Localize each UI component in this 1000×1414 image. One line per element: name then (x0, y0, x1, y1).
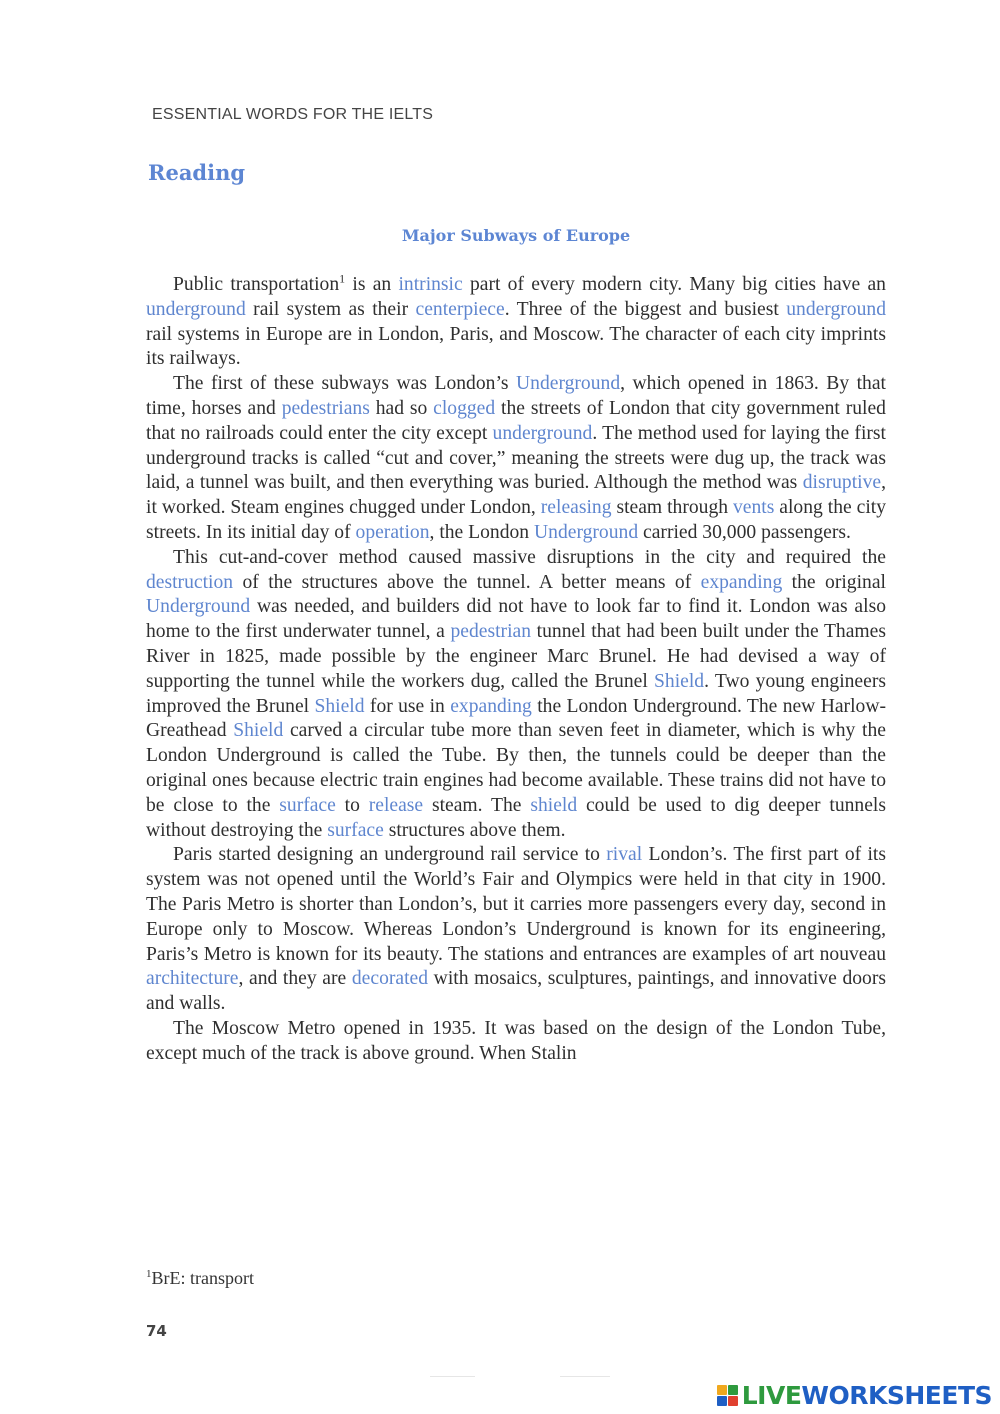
body-text: along the city streets. In its initial day of (146, 497, 887, 543)
body-text: steam. The (423, 794, 531, 816)
section-title: Reading (148, 160, 246, 185)
vocabulary-word: Underground (146, 596, 251, 618)
vocabulary-word: intrinsic (398, 274, 463, 295)
body-text: carried 30,000 passengers. (638, 521, 851, 543)
footnote-marker: 1 (146, 1268, 152, 1280)
page-number: 74 (146, 1322, 167, 1340)
body-text: part of every modern city. Many big cities have an (462, 274, 886, 295)
vocabulary-word: underground (786, 298, 886, 320)
body-text: was needed, and builders did not have to look far to find it. London was also home to the first underwater tunnel, a (146, 596, 886, 643)
vocabulary-word: expanding (700, 571, 783, 593)
body-text: , the London (429, 521, 534, 543)
vocabulary-word: architecture (146, 968, 239, 990)
brand-suffix: WORKSHEETS (801, 1380, 992, 1410)
vocabulary-word: vents (732, 497, 775, 519)
vocabulary-word: shield (530, 794, 578, 816)
body-text: the original (782, 571, 886, 593)
vocabulary-word: centerpiece (415, 298, 505, 320)
body-text: of the structures above the tunnel. A better means of (233, 571, 701, 593)
vocabulary-word: underground (492, 422, 593, 444)
footnote-reference: 1 (339, 271, 346, 286)
vocabulary-word: expanding (450, 695, 532, 717)
vocabulary-word: decorated (351, 968, 429, 990)
body-text: The Moscow Metro opened in 1935. It was based on the design of the London Tube, except much of the track is above ground. When Stalin (146, 1017, 886, 1064)
body-text: tunnel that had been built under the Thames River in 1825, made possible by the engineer Marc Brunel. He had devised a way of supporting the tunnel while the workers dug, called the Brunel (146, 621, 886, 692)
vocabulary-word: rival (606, 844, 643, 866)
footnote-text: BrE: transport (151, 1268, 254, 1288)
body-text: , it worked. Steam engines chugged under London, (146, 472, 886, 519)
body-text: with mosaics, sculptures, paintings, and innovative doors and walls. (146, 968, 886, 1015)
article-body (146, 273, 886, 1067)
book-header: ESSENTIAL WORDS FOR THE IELTS (152, 106, 434, 123)
vocabulary-word: release (368, 794, 424, 816)
body-text: the streets of London that city government ruled that no railroads could enter the city except (146, 397, 886, 444)
body-text: is an (345, 274, 399, 295)
vocabulary-word: Underground (516, 373, 621, 395)
article-title: Major Subways of Europe (401, 226, 631, 245)
body-text: Public transportation (173, 274, 340, 295)
body-text: could be used to dig deeper tunnels without destroying the (146, 794, 886, 841)
footnote (146, 1268, 254, 1289)
vocabulary-word: surface (327, 819, 384, 841)
vocabulary-word: destruction (146, 571, 234, 593)
body-text: for use in (364, 695, 451, 717)
body-text: London’s. The first part of its system was not opened until the World’s Fair and Olympics were held in that city in 1900. The Paris Metro is shorter than London’s, but it carries more passengers every day, second in Europe only to Moscow. Whereas London’s Underground is known for its engineering, Paris’s Metro is known for its beauty. The stations and entrances are examples of art nouveau (146, 844, 887, 965)
divider (560, 1376, 610, 1377)
vocabulary-word: pedestrian (450, 621, 532, 643)
body-text: steam through (611, 497, 733, 519)
article-paragraph (146, 546, 886, 844)
vocabulary-word: disruptive (802, 472, 882, 494)
body-text: This cut-and-cover method caused massive disruptions in the city and required the (173, 546, 886, 568)
body-text: structures above them. (383, 819, 566, 841)
body-text: rail system as their (245, 298, 416, 320)
body-text: Paris started designing an underground rail service to (173, 844, 607, 866)
vocabulary-word: operation (355, 521, 430, 543)
vocabulary-word: Shield (654, 670, 705, 692)
article-paragraph (146, 273, 886, 372)
body-text: The first of these subways was London’s (173, 373, 516, 395)
body-text: carved a circular tube more than seven feet in diameter, which is why the London Underground is called the Tube. By then, the tunnels could be deeper than the original ones because electric train engines had become available. These trains did not have to be close to the (146, 720, 886, 816)
vocabulary-word: Shield (233, 720, 284, 742)
brand-prefix: LIVE (741, 1380, 802, 1410)
liveworksheets-logo-icon (717, 1385, 738, 1406)
body-text: had so (369, 397, 434, 419)
body-text: . Two young engineers improved the Brunel (146, 670, 886, 717)
vocabulary-word: pedestrians (281, 397, 370, 419)
body-text: , and they are (238, 968, 352, 990)
body-text: . Three of the biggest and busiest (504, 298, 787, 320)
article-paragraph (146, 372, 886, 546)
vocabulary-word: Shield (314, 695, 365, 717)
vocabulary-word: underground (146, 298, 246, 320)
article-paragraph (146, 1017, 886, 1067)
article-paragraph (146, 843, 886, 1017)
brand-wordmark (742, 1381, 992, 1410)
body-text: rail systems in Europe are in London, Paris, and Moscow. The character of each city imprints its railways. (146, 323, 886, 370)
divider (430, 1376, 475, 1377)
vocabulary-word: Underground (534, 521, 639, 543)
liveworksheets-brand[interactable] (717, 1380, 992, 1410)
vocabulary-word: releasing (540, 497, 612, 519)
body-text: . The method used for laying the first underground tracks is called “cut and cover,” meaning the streets were dug up, the track was laid, a tunnel was built, and then everything was buried. Although the method was (146, 422, 886, 494)
vocabulary-word: surface (279, 794, 336, 816)
body-text: the London Underground. The new Harlow-Greathead (146, 695, 886, 742)
body-text: to (335, 794, 369, 816)
body-text: , which opened in 1863. By that time, horses and (146, 373, 886, 419)
vocabulary-word: clogged (433, 397, 496, 419)
